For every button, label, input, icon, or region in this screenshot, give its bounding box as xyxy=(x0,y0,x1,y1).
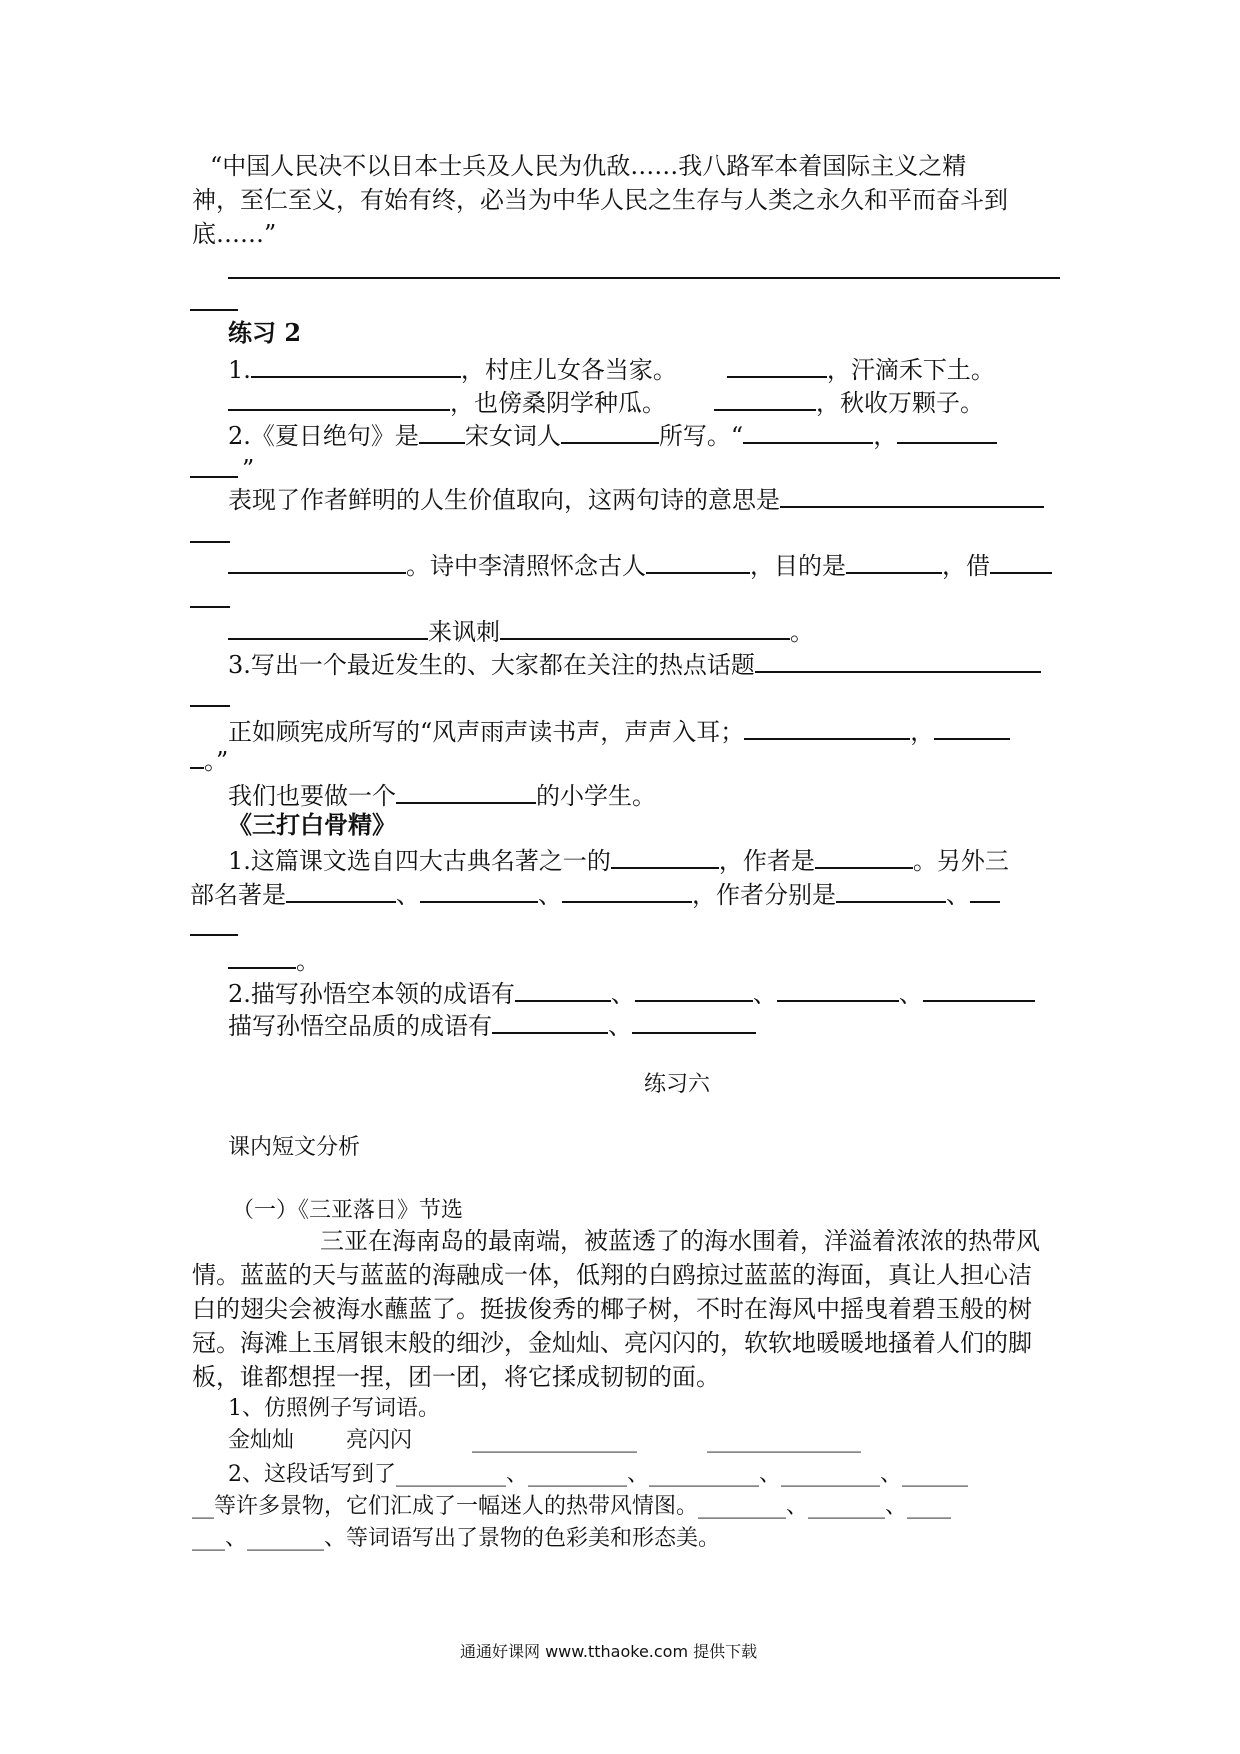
blank[interactable] xyxy=(286,877,396,903)
sanda-q2-line-2 xyxy=(228,1008,756,1041)
ex6-q2-line-1: 2、这段话写到了__________、_________、__________、_________、______ xyxy=(228,1462,968,1487)
blank[interactable] xyxy=(420,877,538,903)
blank[interactable] xyxy=(635,976,753,1002)
ex2-q2-line-3-c: ，借 xyxy=(942,552,990,580)
sep: 、 xyxy=(610,980,635,1008)
blank[interactable] xyxy=(836,877,946,903)
sep: 、 xyxy=(752,980,777,1008)
sanda-q2-b: 描写孙悟空品质的成语有 xyxy=(228,1012,492,1040)
blank[interactable] xyxy=(515,976,611,1002)
passage-line-3: 白的翅尖会被海水蘸蓝了。挺拔俊秀的椰子树，不时在海风中摇曳着碧玉般的树 xyxy=(192,1295,1032,1323)
sep: 、 xyxy=(898,980,923,1008)
sanda-q1-sep-2: 、 xyxy=(538,881,562,909)
blank[interactable] xyxy=(419,418,465,444)
quote-line-1: “中国人民决不以日本士兵及人民为仇敌……我八路军本着国际主义之精 xyxy=(210,152,967,180)
sanda-q1-b: ，作者是 xyxy=(718,847,815,875)
ex2-q3-line-2 xyxy=(228,714,1010,747)
passage-line-4: 冠。海滩上玉屑银末般的细沙，金灿灿、亮闪闪的，软软地暖暖地搔着人们的脚 xyxy=(192,1329,1032,1357)
answer-line-cont[interactable] xyxy=(190,309,238,311)
sanda-q1-c: 。另外三 xyxy=(912,847,1009,875)
ex2-q1-line-1 xyxy=(228,352,995,385)
exercise-6-subtitle: 课内短文分析 xyxy=(228,1135,361,1160)
blank-cont[interactable] xyxy=(190,705,230,707)
sanda-q2-a: 2.描写孙悟空本领的成语有 xyxy=(228,980,515,1008)
blank[interactable] xyxy=(815,843,913,869)
blank[interactable] xyxy=(755,647,1041,673)
blank[interactable] xyxy=(743,418,873,444)
ex2-q2-close-quote: ” xyxy=(242,455,255,483)
ex2-q2-c: 所写。“ xyxy=(658,422,744,450)
exercise-2-heading: 练习 2 xyxy=(228,318,302,347)
blank[interactable] xyxy=(500,614,790,640)
blank[interactable] xyxy=(777,976,899,1002)
ex2-q2-d: ， xyxy=(873,422,898,450)
ex6-q1: 1、仿照例子写词语。 xyxy=(228,1396,440,1421)
passage-title: （一）《三亚落日》节选 xyxy=(232,1198,464,1223)
blank-cont[interactable] xyxy=(190,606,230,608)
blank[interactable] xyxy=(228,614,428,640)
blank[interactable] xyxy=(561,418,659,444)
sanda-q1-end: 。 xyxy=(296,947,320,975)
blank[interactable] xyxy=(727,352,827,378)
passage-line-2: 情。蓝蓝的天与蓝蓝的海融成一体，低翔的白鸥掠过蓝蓝的海面，真让人担心洁 xyxy=(192,1261,1032,1289)
blank[interactable] xyxy=(923,976,1035,1002)
sanda-q1-line-3 xyxy=(228,943,320,976)
ex2-q3-c: ， xyxy=(910,718,935,746)
quote-line-3: 底……” xyxy=(192,220,277,248)
blank[interactable] xyxy=(970,877,1000,903)
ex6-q2-line-2: __等许多景物，它们汇成了一幅迷人的热带风情图。________、_______、____ xyxy=(192,1494,952,1519)
ex2-q3-line-1 xyxy=(228,647,1041,680)
blank[interactable] xyxy=(190,743,204,769)
ex2-q3-d: 。” xyxy=(204,747,229,775)
blank[interactable] xyxy=(934,714,1010,740)
blank[interactable] xyxy=(228,943,296,969)
sanda-q1-line-1 xyxy=(228,843,1009,876)
blank-cont[interactable] xyxy=(190,541,230,543)
ex2-q2-line-2 xyxy=(228,482,1044,515)
blank[interactable] xyxy=(228,385,450,411)
quote-line-2: 神，至仁至义，有始有终，必当为中华人民之生存与人类之永久和平而奋斗到 xyxy=(192,186,1008,214)
ex2-q2-line-1 xyxy=(228,418,997,451)
blank-cont[interactable] xyxy=(190,476,238,478)
blank-cont[interactable] xyxy=(190,934,238,936)
ex2-q1-line-1-mid: ，村庄儿女各当家。 xyxy=(460,356,677,384)
blank[interactable] xyxy=(228,548,406,574)
ex2-q2-b: 宋女词人 xyxy=(464,422,561,450)
footer: 通通好课网 www.tthaoke.com 提供下载 xyxy=(460,1642,758,1661)
blank[interactable] xyxy=(611,843,719,869)
ex2-q1-line-2-end: ，秋收万颗子。 xyxy=(816,389,984,417)
passage-line-1: 三亚在海南岛的最南端，被蓝透了的海水围着，洋溢着浓浓的热带风 xyxy=(320,1227,1040,1255)
answer-blank-2[interactable]: ______________ xyxy=(707,1428,862,1453)
sanda-q2-line-1 xyxy=(228,976,1035,1009)
blank[interactable] xyxy=(780,482,1044,508)
ex2-q3-line-3 xyxy=(190,743,228,776)
sep: 、 xyxy=(608,1012,632,1040)
ex2-q3-a: 3.写出一个最近发生的、大家都在关注的热点话题 xyxy=(228,651,755,679)
ex2-q2-line-2-text: 表现了作者鲜明的人生价值取向，这两句诗的意思是 xyxy=(228,486,780,514)
sanda-q1-sep-1: 、 xyxy=(396,881,420,909)
ex2-q2-line-4 xyxy=(228,614,814,647)
blank[interactable] xyxy=(990,548,1052,574)
blank[interactable] xyxy=(396,778,536,804)
ex2-q3-e: 我们也要做一个 xyxy=(228,782,396,810)
ex2-q1-line-2 xyxy=(228,385,984,418)
ex2-q1-line-1-end: ，汗滴禾下土。 xyxy=(826,356,995,384)
blank[interactable] xyxy=(632,1008,756,1034)
ex6-q2-line-3: ___、_______、等词语写出了景物的色彩美和形态美。 xyxy=(192,1526,721,1551)
sanda-q1-d: 部名著是 xyxy=(190,881,286,909)
blank[interactable] xyxy=(562,877,692,903)
blank[interactable] xyxy=(846,548,942,574)
blank[interactable] xyxy=(897,418,997,444)
sanda-q1-line-2 xyxy=(190,877,1000,910)
passage-line-5: 板，谁都想捏一捏，团一团，将它揉成韧韧的面。 xyxy=(192,1363,720,1391)
sanda-q1-e: ，作者分别是 xyxy=(692,881,836,909)
blank[interactable] xyxy=(744,714,910,740)
ex2-q3-line-4 xyxy=(228,778,656,811)
blank[interactable] xyxy=(492,1008,608,1034)
sanda-q1-sep-3: 、 xyxy=(946,881,970,909)
ex2-q2-line-4-b: 。 xyxy=(790,618,814,646)
blank[interactable] xyxy=(251,352,461,378)
ex2-q1-number: 1. xyxy=(228,356,251,384)
ex2-q3-b: 正如顾宪成所写的“风声雨声读书声，声声入耳； xyxy=(228,718,745,746)
answer-blank-1[interactable]: _______________ xyxy=(472,1428,638,1453)
blank[interactable] xyxy=(714,385,816,411)
sanda-heading: 《三打白骨精》 xyxy=(228,810,396,839)
ex2-q3-f: 的小学生。 xyxy=(536,782,656,810)
ex2-q2-a: 2.《夏日绝句》是 xyxy=(228,422,419,450)
example-word-1: 金灿灿 xyxy=(228,1428,295,1453)
ex2-q2-line-3-b: ，目的是 xyxy=(750,552,846,580)
exercise-6-title: 练习六 xyxy=(644,1072,711,1097)
ex2-q1-line-2-mid: ，也傍桑阴学种瓜。 xyxy=(450,389,666,417)
sanda-q1-a: 1.这篇课文选自四大古典名著之一的 xyxy=(228,847,611,875)
ex2-q2-line-3-a: 。诗中李清照怀念古人 xyxy=(406,552,646,580)
blank[interactable] xyxy=(646,548,750,574)
example-word-2: 亮闪闪 xyxy=(346,1428,413,1453)
ex2-q2-line-4-a: 来讽刺 xyxy=(428,618,500,646)
ex2-q2-line-3 xyxy=(228,548,1052,581)
ex6-q1-examples xyxy=(228,1426,861,1456)
answer-line[interactable] xyxy=(228,277,1060,279)
